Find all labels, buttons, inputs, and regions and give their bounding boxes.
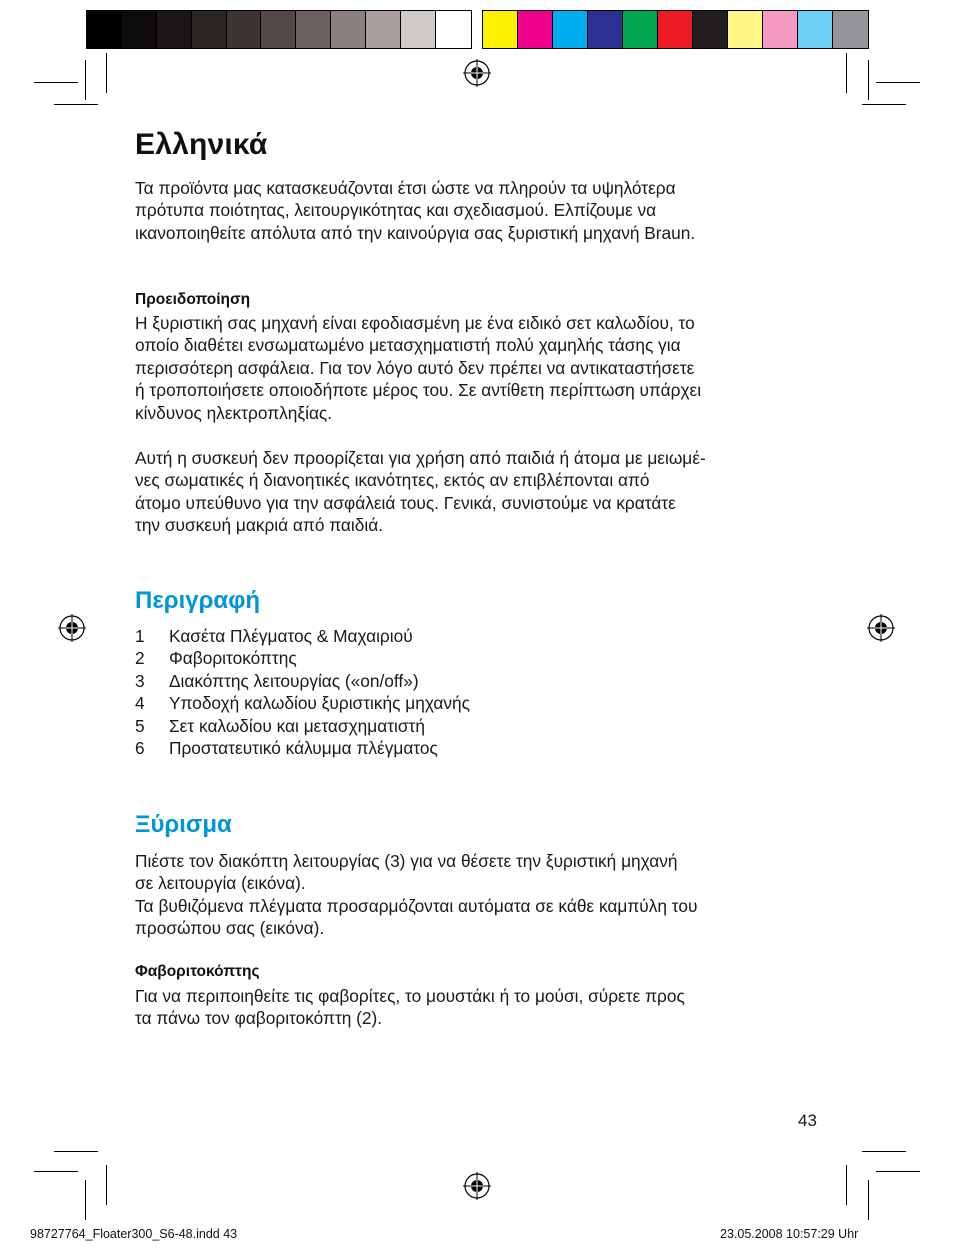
color-swatch	[623, 11, 658, 48]
registration-mark-icon	[463, 59, 491, 87]
color-swatch	[728, 11, 763, 48]
color-swatch	[157, 11, 192, 48]
color-swatch	[331, 11, 366, 48]
crop-mark	[54, 104, 98, 105]
color-swatch	[366, 11, 401, 48]
crop-mark	[862, 1151, 906, 1152]
gray-color-bar	[86, 10, 472, 49]
item-text: Κασέτα Πλέγματος & Μαχαιριού	[169, 626, 413, 646]
text-line: προσώπου σας (εικόνα).	[135, 918, 325, 939]
color-swatch	[798, 11, 833, 48]
list-item	[135, 647, 470, 669]
shaving-heading: Ξύρισμα	[135, 811, 232, 838]
item-text: Σετ καλωδίου και μετασχηματιστή	[169, 715, 425, 736]
item-text: Προστατευτικό κάλυμμα πλέγματος	[169, 738, 438, 759]
color-swatch	[483, 11, 518, 48]
color-swatch	[833, 11, 868, 48]
text-line: Για να περιποιηθείτε τις φαβορίτες, το μουστάκι ή το μούσι, σύρετε προς	[135, 986, 685, 1006]
text-line: νες σωματικές ή διανοητικές ικανότητες, εκτός αν επιβλέπονται από	[135, 470, 650, 491]
list-item	[135, 737, 470, 759]
crop-mark	[876, 82, 920, 83]
crop-mark	[876, 1171, 920, 1172]
crop-mark	[106, 53, 107, 93]
parts-list	[135, 625, 470, 759]
text-line: Τα προϊόντα μας κατασκευάζονται έτσι ώστε να πληρούν τα υψηλότερα	[135, 178, 676, 198]
crop-mark	[862, 104, 906, 105]
warning-paragraph	[135, 312, 701, 424]
shaving-paragraph	[135, 850, 697, 940]
trimmer-paragraph	[135, 985, 685, 1030]
process-color-bar	[482, 10, 869, 49]
color-swatch	[87, 11, 122, 48]
footer-timestamp: 23.05.2008 10:57:29 Uhr	[720, 1227, 859, 1241]
color-swatch	[436, 11, 471, 48]
text-line: περισσότερη ασφάλεια. Για τον λόγο αυτό δεν πρέπει να αντικαταστήσετε	[135, 357, 695, 378]
text-line: Τα βυθιζόμενα πλέγματα προσαρμόζονται αυτόματα σε κάθε καμπύλη του	[135, 895, 698, 916]
description-heading: Περιγραφή	[135, 587, 261, 614]
item-text: Φαβοριτοκόπτης	[169, 648, 297, 669]
list-item	[135, 692, 470, 714]
color-swatch	[122, 11, 157, 48]
crop-mark	[868, 60, 869, 100]
text-line: Η ξυριστική σας μηχανή είναι εφοδιασμένη με ένα ειδικό σετ καλωδίου, το	[135, 313, 695, 333]
list-item	[135, 625, 470, 647]
warning-children-paragraph	[135, 447, 706, 537]
item-number: 2	[135, 648, 145, 669]
page-number: 43	[798, 1111, 817, 1130]
color-swatch	[658, 11, 693, 48]
text-line: οποίο διαθέτει ενσωματωμένο μετασχηματιστή πολύ χαμηλής τάσης για	[135, 335, 681, 356]
crop-mark	[34, 1171, 78, 1172]
item-text: Διακόπτης λειτουργίας («on/off»)	[169, 670, 419, 691]
crop-mark	[846, 1165, 847, 1205]
color-swatch	[296, 11, 331, 48]
crop-mark	[846, 53, 847, 93]
item-number: 4	[135, 693, 145, 714]
list-item	[135, 715, 470, 737]
text-line: πρότυπα ποιότητας, λειτουργικότητας και σχεδιασμού. Ελπίζουμε να	[135, 200, 657, 221]
text-line: σε λειτουργία (εικόνα).	[135, 873, 306, 894]
footer-filename: 98727764_Floater300_S6-48.indd 43	[30, 1227, 238, 1241]
list-item	[135, 670, 470, 692]
crop-mark	[34, 82, 78, 83]
item-number: 3	[135, 670, 145, 691]
crop-mark	[106, 1165, 107, 1205]
color-swatch	[227, 11, 262, 48]
registration-mark-icon	[463, 1172, 491, 1200]
color-swatch	[261, 11, 296, 48]
item-number: 5	[135, 715, 145, 736]
text-line: τα πάνω τον φαβοριτοκόπτη (2).	[135, 1008, 383, 1029]
crop-mark	[868, 1180, 869, 1220]
color-swatch	[192, 11, 227, 48]
registration-mark-icon	[58, 614, 86, 642]
text-line: την συσκευή μακριά από παιδιά.	[135, 515, 384, 536]
text-line: Αυτή η συσκευή δεν προορίζεται για χρήση από παιδιά ή άτομα με μειωμέ-	[135, 448, 706, 468]
color-swatch	[763, 11, 798, 48]
text-line: κίνδυνος ηλεκτροπληξίας.	[135, 402, 333, 423]
item-number: 6	[135, 738, 145, 759]
registration-mark-icon	[867, 614, 895, 642]
text-line: Πιέστε τον διακόπτη λειτουργίας (3) για να θέσετε την ξυριστική μηχανή	[135, 851, 678, 871]
page-title: Ελληνικά	[135, 128, 268, 161]
trimmer-heading: Φαβοριτοκόπτης	[135, 963, 260, 980]
warning-heading: Προειδοποίηση	[135, 291, 251, 308]
crop-mark	[85, 1180, 86, 1220]
text-line: άτομο υπεύθυνο για την ασφάλειά τους. Γενικά, συνιστούμε να κρατάτε	[135, 492, 676, 513]
item-number: 1	[135, 626, 145, 646]
intro-paragraph	[135, 177, 695, 244]
crop-mark	[85, 60, 86, 100]
color-swatch	[518, 11, 553, 48]
color-swatch	[693, 11, 728, 48]
text-line: ή τροποποιήσετε οποιοδήποτε μέρος του. Σε αντίθετη περίπτωση υπάρχει	[135, 380, 702, 401]
color-swatch	[553, 11, 588, 48]
color-swatch	[588, 11, 623, 48]
item-text: Υποδοχή καλωδίου ξυριστικής μηχανής	[169, 693, 470, 714]
color-swatch	[401, 11, 436, 48]
crop-mark	[54, 1151, 98, 1152]
text-line: ικανοποιηθείτε απόλυτα από την καινούργια σας ξυριστική μηχανή Braun.	[135, 222, 696, 243]
